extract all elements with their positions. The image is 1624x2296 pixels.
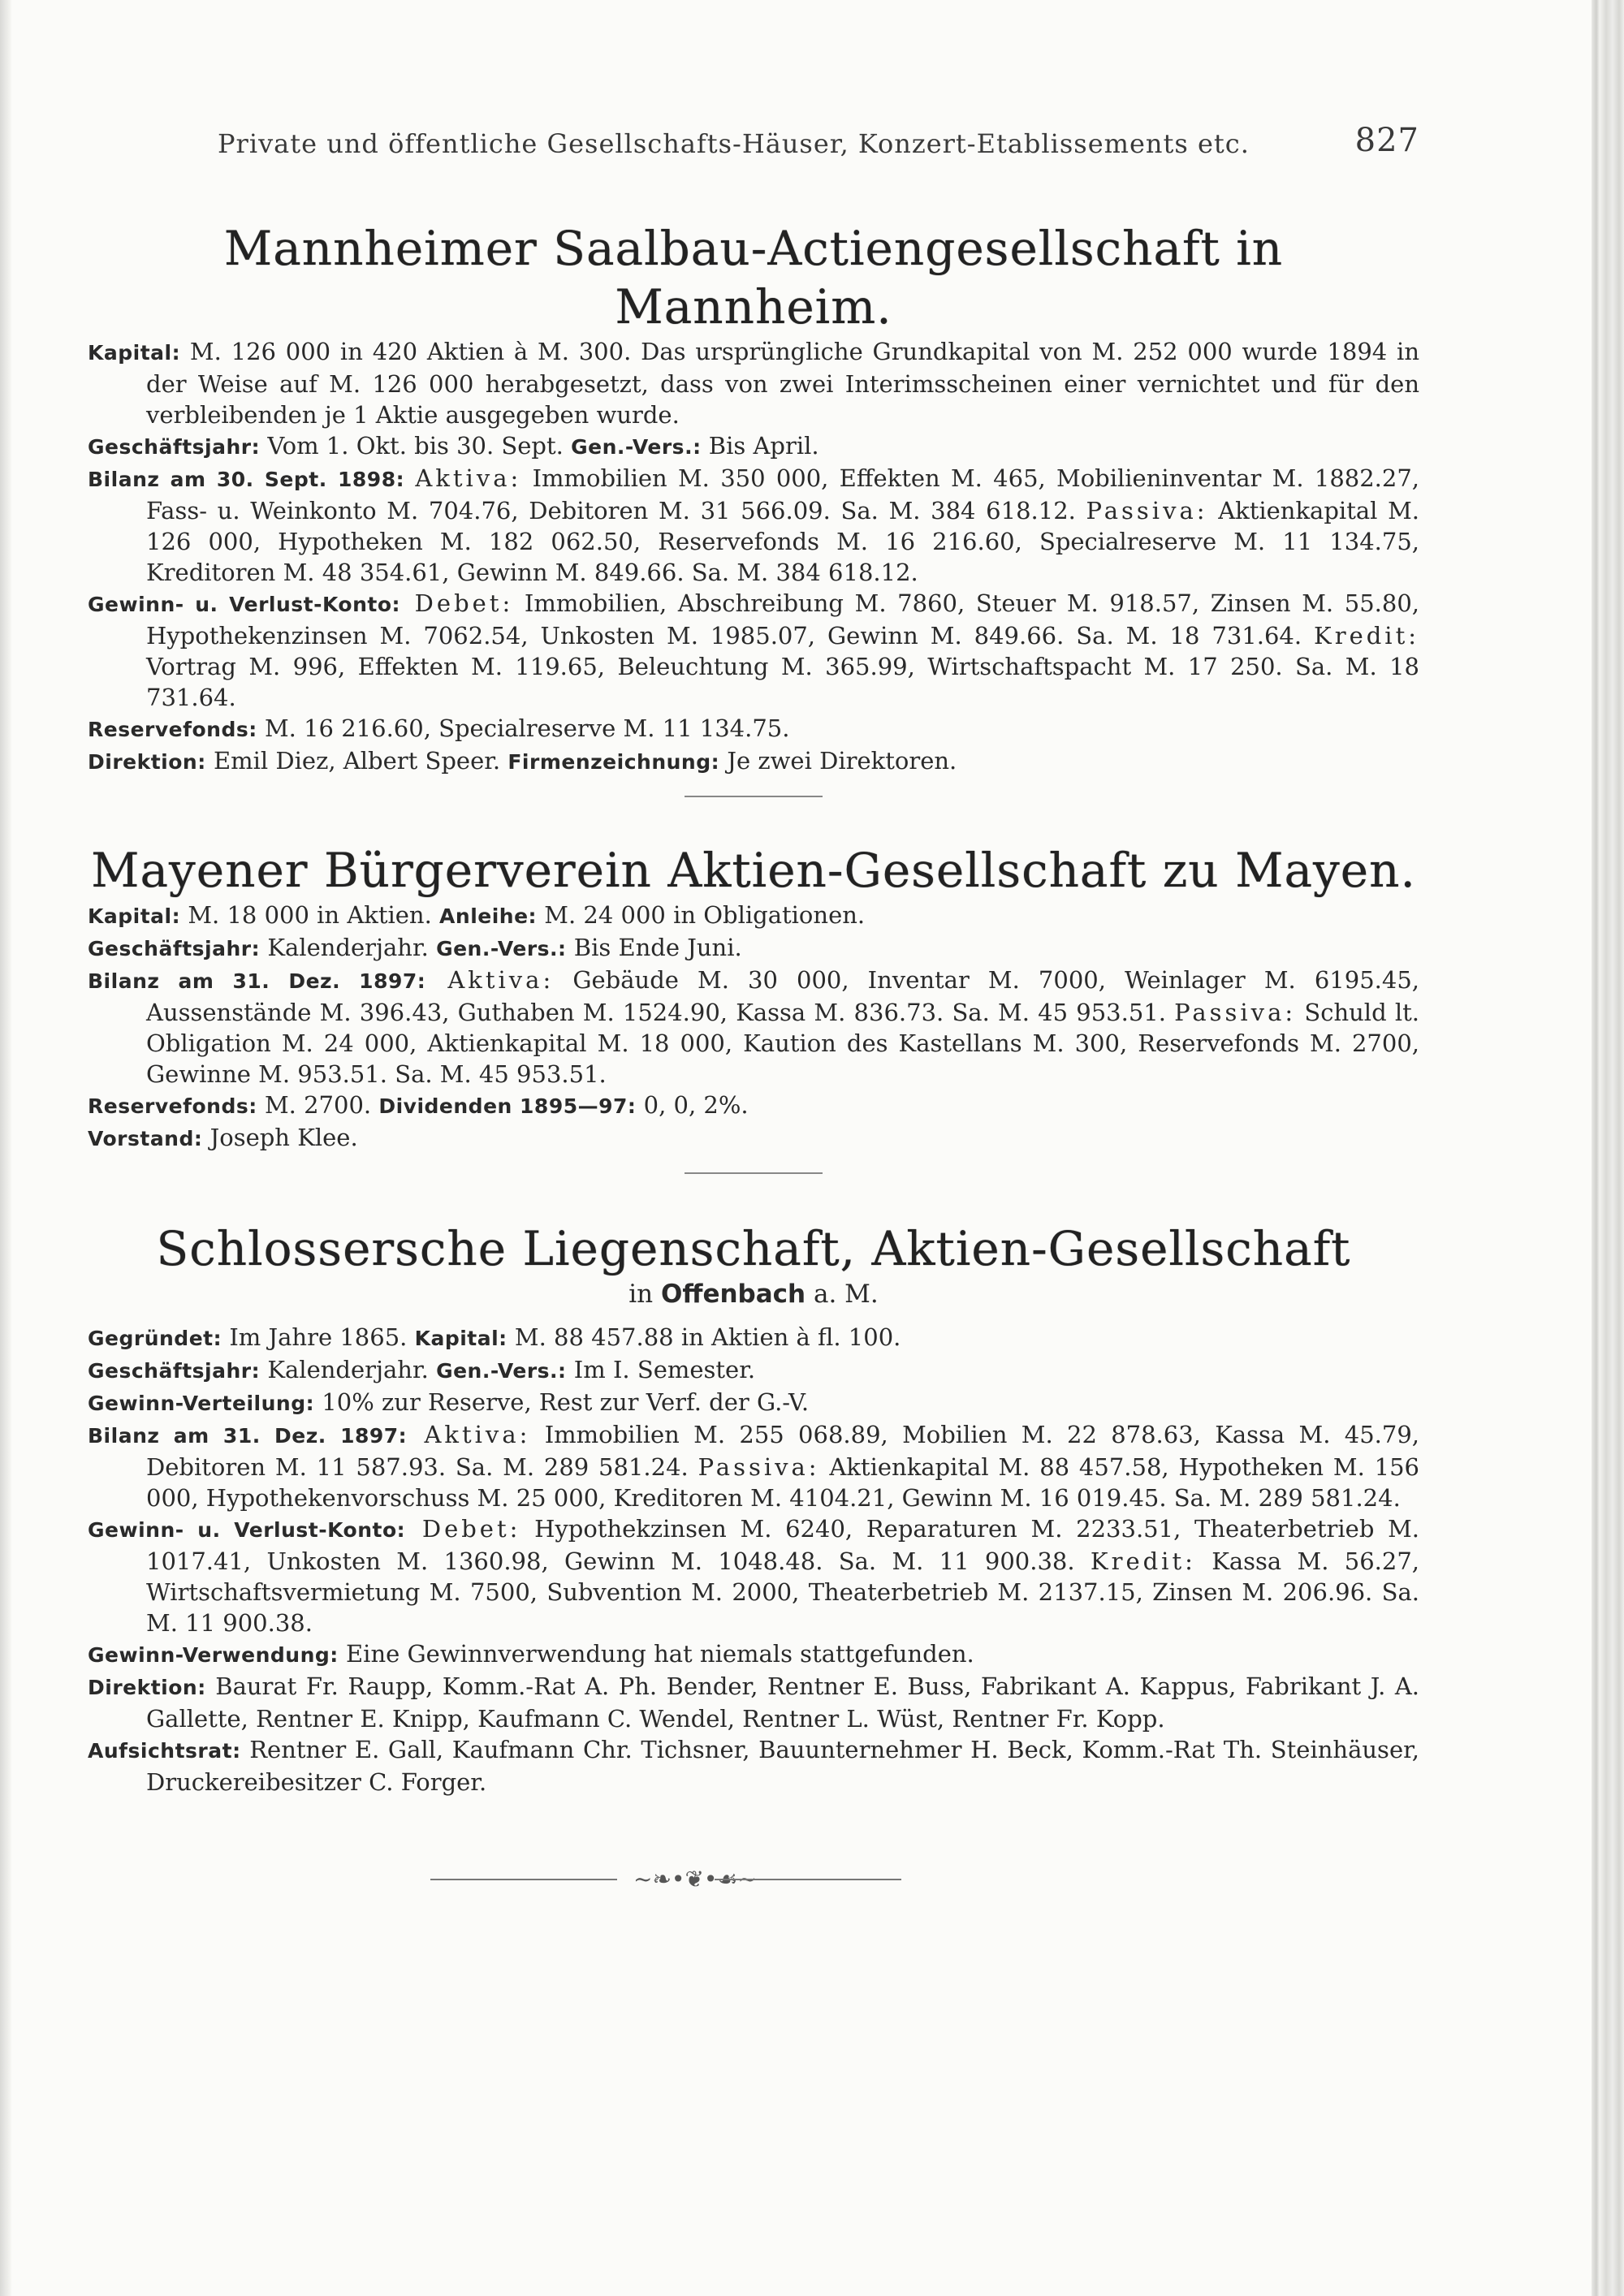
entry-label: Gen.-Vers.: [571, 435, 702, 459]
entry-reservefonds [88, 1090, 1419, 1122]
book-binding-edge [1592, 0, 1624, 2296]
entry-label: Kapital: [88, 904, 181, 928]
entry-text: Kalenderjahr. [260, 1356, 437, 1383]
entry-aufsichtsrat [88, 1734, 1419, 1798]
passiva-label: Passiva: [698, 1453, 820, 1481]
ornament-rule-left [430, 1879, 617, 1880]
aktiva-label: Aktiva: [415, 464, 522, 492]
entry-gewinn-verteilung [88, 1387, 1419, 1419]
kredit-label: Kredit: [1314, 622, 1419, 650]
entry-text: Aktienkapital M. 88 457.58, Hypotheken M. 156 000, Hypothekenvorschuss M. 25 000, Kreditoren M. 4104.21, Gewinn M. 16 019.45. Sa. M. 289 581.24. [146, 1453, 1419, 1512]
section-title: Mayener Bürgerverein Aktien-Gesellschaft zu Mayen. [91, 843, 1416, 898]
entry-direktion [88, 1671, 1419, 1734]
entry-label: Kapital: [88, 341, 181, 365]
entry-text: Immobilien M. 350 000, Effekten M. 465, Mobilieninventar M. 1882.27, Fass- u. Weinkonto M. 704.76, Debitoren M. 31 566.09. Sa. M. 384 618.12. [146, 464, 1420, 524]
entry-label: Direktion: [88, 750, 206, 774]
debet-label: Debet: [405, 1515, 521, 1543]
entry-gegruendet [88, 1322, 1419, 1354]
company-section-mannheimer-saalbau [88, 219, 1419, 797]
entry-geschaeftsjahr [88, 932, 1419, 965]
entry-text: Im Jahre 1865. [222, 1323, 415, 1351]
entry-bilanz [88, 1419, 1419, 1513]
entry-text: Im I. Semester. [566, 1356, 756, 1383]
entry-text: Aktienkapital M. 126 000, Hypotheken M. 182 062.50, Reservefonds M. 16 216.60, Specialreserve M. 11 134.75, Kreditoren M. 48 354.61, Gewinn M. 849.66. Sa. M. 384 618.12. [146, 497, 1419, 586]
company-section-schlossersche-liegenschaft [88, 1219, 1419, 1798]
entry-text: Je zwei Direktoren. [719, 747, 957, 775]
subtitle-city: Offenbach [660, 1280, 806, 1309]
page-number: 827 [1354, 122, 1419, 159]
entry-label: Reservefonds: [88, 718, 257, 741]
entry-label: Bilanz am 31. Dez. 1897: [88, 1424, 408, 1448]
entry-kapital [88, 336, 1419, 430]
entry-label: Gewinn- u. Verlust-Konto: [88, 1518, 406, 1542]
entry-text: M. 126 000 in 420 Aktien à M. 300. Das ursprüngliche Grundkapital von M. 252 000 wurde 1894 in der Weise auf M. 126 000 herabgesetzt, dass von zwei Interimsscheinen einer vernichtet und für den verbleibenden je 1 Aktie ausgegeben wurde. [146, 338, 1419, 429]
entry-text: M. 2700. [257, 1091, 379, 1119]
entry-label: Gewinn- u. Verlust-Konto: [88, 593, 401, 616]
entry-bilanz [88, 965, 1419, 1090]
entry-text: Kassa M. 56.27, Wirtschaftsvermietung M. 7500, Subvention M. 2000, Theaterbetrieb M. 2137.15, Zinsen M. 206.96. Sa. M. 11 900.38. [146, 1547, 1419, 1637]
entry-label: Bilanz am 30. Sept. 1898: [88, 468, 405, 491]
section-title: Mannheimer Saalbau-Actiengesellschaft in Mannheim. [223, 221, 1284, 334]
entry-text: Eine Gewinnverwendung hat niemals stattgefunden. [338, 1640, 974, 1668]
entry-geschaeftsjahr [88, 1354, 1419, 1387]
entry-label: Gewinn-Verwendung: [88, 1643, 339, 1667]
entry-vorstand [88, 1122, 1419, 1154]
aktiva-label: Aktiva: [407, 1421, 531, 1448]
entry-text: M. 18 000 in Aktien. [180, 901, 440, 929]
section-subtitle [88, 1278, 1419, 1310]
entry-text: Emil Diez, Albert Speer. [205, 747, 508, 775]
entry-text: 10% zur Reserve, Rest zur Verf. der G.-V. [314, 1388, 810, 1416]
entry-label: Direktion: [88, 1676, 206, 1699]
entry-text: Vom 1. Okt. bis 30. Sept. [260, 432, 572, 460]
company-section-mayener-buergerverein [88, 841, 1419, 1174]
entry-gewinn-verlust [88, 588, 1419, 713]
passiva-label: Passiva: [1174, 999, 1297, 1026]
entry-reservefonds [88, 713, 1419, 745]
entry-text: 0, 0, 2%. [636, 1091, 749, 1119]
ornament-glyph: ~❧•❦•☙~ [633, 1866, 757, 1892]
subtitle-post: a. M. [806, 1280, 879, 1309]
entry-text: Joseph Klee. [202, 1124, 358, 1151]
section-title: Schlossersche Liegenschaft, Aktien-Gesellschaft [156, 1221, 1351, 1276]
entry-text: Rentner E. Gall, Kaufmann Chr. Tichsner, Bauunternehmer H. Beck, Komm.-Rat Th. Steinhäuser, Druckereibesitzer C. Forger. [146, 1736, 1419, 1796]
entry-label: Geschäftsjahr: [88, 937, 261, 960]
entry-label: Geschäftsjahr: [88, 1359, 261, 1383]
subtitle-pre: in [628, 1280, 661, 1309]
entry-label: Gegründet: [88, 1327, 222, 1350]
debet-label: Debet: [400, 589, 514, 617]
aktiva-label: Aktiva: [425, 966, 555, 994]
running-head-title: Private und öffentliche Gesellschafts-Häuser, Konzert-Etablissements etc. [218, 128, 1250, 159]
section-divider [685, 1172, 823, 1174]
entry-label: Geschäftsjahr: [88, 435, 261, 459]
entry-label: Aufsichtsrat: [88, 1739, 241, 1763]
entry-label: Bilanz am 31. Dez. 1897: [88, 969, 426, 993]
entry-bilanz [88, 463, 1419, 588]
entry-label: Reservefonds: [88, 1094, 257, 1118]
entry-direktion [88, 745, 1419, 778]
entry-label: Kapital: [414, 1327, 508, 1350]
entry-label: Firmenzeichnung: [508, 750, 720, 774]
entry-gewinn-verlust [88, 1513, 1419, 1638]
passiva-label: Passiva: [1086, 497, 1208, 524]
entry-label: Vorstand: [88, 1127, 203, 1150]
entry-kapital [88, 900, 1419, 932]
entry-text: Gebäude M. 30 000, Inventar M. 7000, Weinlager M. 6195.45, Aussenstände M. 396.43, Guthaben M. 1524.90, Kassa M. 836.73. Sa. M. 45 953.51. [146, 966, 1419, 1026]
entry-text: M. 88 457.88 in Aktien à fl. 100. [507, 1323, 901, 1351]
entry-geschaeftsjahr [88, 430, 1419, 463]
entry-text: M. 24 000 in Obligationen. [537, 901, 866, 929]
entry-text: M. 16 216.60, Specialreserve M. 11 134.75. [257, 714, 790, 742]
entry-label: Gewinn-Verteilung: [88, 1392, 315, 1415]
kredit-label: Kredit: [1090, 1547, 1196, 1575]
entry-text: Bis April. [701, 432, 819, 460]
ornament-rule-right [715, 1879, 901, 1880]
entry-gewinn-verwendung [88, 1638, 1419, 1671]
entry-text: Immobilien M. 255 068.89, Mobilien M. 22 878.63, Kassa M. 45.79, Debitoren M. 11 587.93. Sa. M. 289 581.24. [146, 1421, 1420, 1481]
entry-label: Gen.-Vers.: [436, 1359, 567, 1383]
section-divider [685, 796, 823, 797]
running-head [88, 122, 1419, 167]
page-left-edge [0, 0, 11, 2296]
entry-text: Immobilien, Abschreibung M. 7860, Steuer M. 918.57, Zinsen M. 55.80, Hypothekenzinsen M. 7062.54, Unkosten M. 1985.07, Gewinn M. 849.66. Sa. M. 18 731.64. [146, 589, 1419, 650]
entry-text: Schuld lt. Obligation M. 24 000, Aktienkapital M. 18 000, Kaution des Kastellans M. 300, Reservefonds M. 2700, Gewinne M. 953.51. Sa. M. 45 953.51. [146, 999, 1419, 1088]
document-page [88, 122, 1419, 1798]
entry-text: Vortrag M. 996, Effekten M. 119.65, Beleuchtung M. 365.99, Wirtschaftspacht M. 17 250. Sa. M. 18 731.64. [146, 653, 1419, 711]
entry-label: Dividenden 1895—97: [378, 1094, 637, 1118]
entry-text: Hypothekzinsen M. 6240, Reparaturen M. 2233.51, Theaterbetrieb M. 1017.41, Unkosten M. 1360.98, Gewinn M. 1048.48. Sa. M. 11 900.38. [146, 1515, 1419, 1575]
entry-label: Gen.-Vers.: [436, 937, 567, 960]
entry-text: Bis Ende Juni. [566, 934, 742, 961]
entry-text: Kalenderjahr. [260, 934, 437, 961]
entry-label: Anleihe: [439, 904, 538, 928]
entry-text: Baurat Fr. Raupp, Komm.-Rat A. Ph. Bender, Rentner E. Buss, Fabrikant A. Kappus, Fabrikant J. A. Gallette, Rentner E. Knipp, Kaufmann C. Wendel, Rentner L. Wüst, Rentner Fr. Kopp. [146, 1672, 1419, 1733]
